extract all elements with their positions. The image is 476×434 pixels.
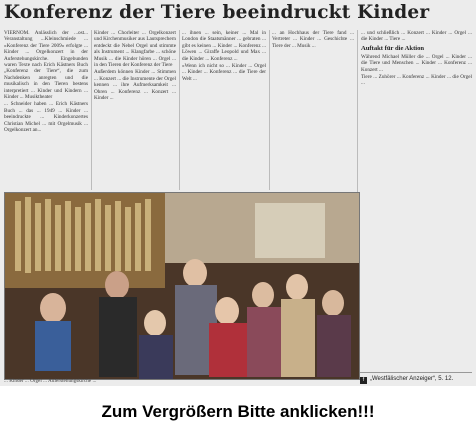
paragraph: ... ihnen ... sein, keiner ... Mal in London die Staatsmänner ... gebraten ... gibt es keinen ... Kinder ... Konferenz ... Löwen ... Giraffe Leopold und Max ... die Kinder ... Konferenz ... [182, 30, 266, 62]
article-column-4a [272, 30, 354, 190]
paragraph: Während Michael Müller die ... Orgel ... Kinder ... die Tiere und Menschen ... Kinder ... Konferenz ... Konzert ... [361, 53, 472, 73]
paragraph: Außerdem können Kinder ... Stimmen ... Konzert ... die Instrumente der Orgel kennen ... ihre Aufmerksamkeit ... Ohren ... Konferenz ... Konzert ... Kinder ... [94, 69, 176, 102]
photo-children-at-organ [5, 193, 359, 379]
enlarge-link[interactable]: Zum Vergrößern Bitte anklicken!!! [101, 402, 375, 421]
article-column-1 [4, 30, 88, 190]
paragraph: VIERNOM. Anlässlich der ...ost... Veranstaltung ...Kleinschmiede ... »Konferenz der Tiere 2009« erfolgte ... Kinder ... Orgelkonzert in der Auferstehungskirche. Eingebunden waren Texte nach Erich Kästners Buch „Konferenz der Tiere“, die zum Nachdenken anregten und die musikalisch in den Tieren bestens interpretiert ... Kinder und Kindern ... Kinder ... Musiktheater [4, 30, 88, 101]
article-subheading: Auftakt für die Aktion [361, 44, 425, 52]
paragraph: ... Schneider haben ... Erich Kästners Buch ... das ... 1949 ... Kinder ... beeindruckte ... Kinderkonzertes Christian Michel ... mit Orgelmusik ... Orgelkonzert an... [4, 101, 88, 134]
paragraph: ... und schließlich ... Konzert ... Kinder ... Orgel ... die Kinder ... Tiere ... [361, 30, 472, 43]
photo-caption: ... Kinder ... Orgel ... Auferstehungskirche ... [4, 378, 97, 384]
article-column-side [361, 30, 472, 368]
column-divider [179, 30, 180, 190]
paragraph: »Wenn ich nicht so ... Kinder ... Orgel ... Kinder ... Konferenz ... die Tiere der Welt ... [182, 63, 266, 82]
paragraph: ... an Hochhaus der Tiere fand ... Vertreter ... Kinder ... Geschichte ... Tiere der ... Musik ... [272, 30, 354, 49]
column-divider [91, 30, 92, 190]
paragraph: Kinder ... Chorleiter ... Orgelkonzert und Kirchenmusiker aus Lautsprechern entdeckt die Nebel Orgel und stimmte als Instrument ... Klangfarbe ... schöne Musik ... die Kinder hören ... Orgel ... in den Tieren der Konferenz der Tiere [94, 30, 176, 69]
article-column-3 [182, 30, 266, 190]
article-headline: Konferenz der Tiere beeindruckt Kinder [4, 2, 430, 23]
source-line [360, 372, 472, 385]
column-divider [269, 30, 270, 190]
article-column-2 [94, 30, 176, 190]
article-photo [4, 192, 360, 380]
paragraph: Tiere ... Zuhörer ... Konferenz ... Kinder ... die Orgel ... [361, 74, 472, 87]
source-text: „Westfälischer Anzeiger“, 5. 12. [370, 376, 454, 382]
newspaper-logo-icon: f [360, 377, 367, 384]
